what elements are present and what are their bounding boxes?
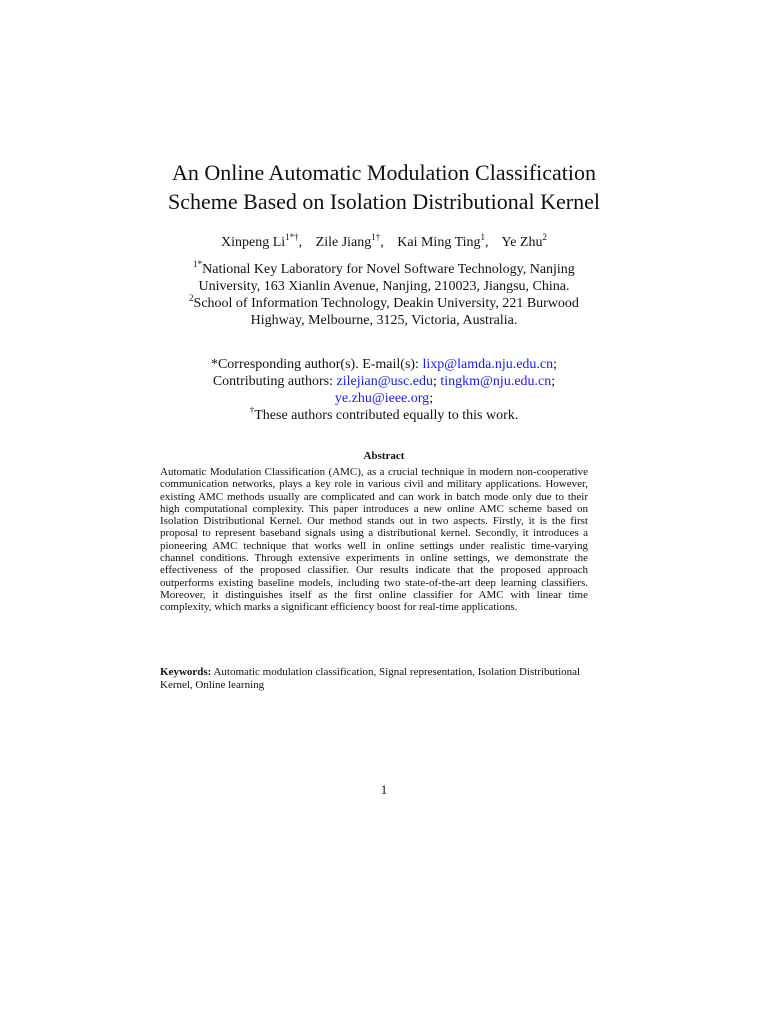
- author-name: Zile Jiang: [315, 235, 372, 250]
- author-list: Xinpeng $Li^{1*\dagger}$, Zile Jiang$^{1\dagger}$, Kai Ming Ting$^1$, Ye Zhu$^2$: [221, 232, 547, 250]
- equal-contribution-note: [100, 407, 668, 424]
- contributing-label: Contributing authors:: [212, 374, 337, 389]
- punctuation: ;: [553, 357, 558, 372]
- keywords: [160, 666, 590, 692]
- contributing-email-link[interactable]: tingkm@nju.edu.cn: [440, 374, 552, 389]
- affiliation-line: University, 163 Xianlin Avenue, Nanjing, 210023, Jiangsu, China.: [198, 279, 570, 294]
- punctuation: ;: [429, 391, 434, 406]
- paper-title: [0, 158, 768, 216]
- contact-block: [100, 356, 668, 424]
- title-line-1: An Online Automatic Modulation Classification: [171, 160, 597, 185]
- title-line-2: Scheme Based on Isolation Distributional Kernel: [168, 189, 600, 214]
- punctuation: ;: [432, 374, 441, 389]
- affiliation-line: School of Information Technology, Deakin University, 221 Burwood: [193, 296, 579, 311]
- punctuation: ;: [551, 374, 556, 389]
- corresponding-label: *Corresponding author(s). E-mail(s):: [210, 357, 423, 372]
- affiliation-mark: 2: [189, 293, 194, 303]
- affiliation-line: National Key Laboratory for Novel Software Technology, Nanjing: [202, 262, 575, 277]
- author-name: Ye Zhu: [501, 235, 543, 250]
- affiliation-2: [150, 295, 618, 329]
- contributing-authors-line-2: [100, 390, 668, 407]
- author-name: Xinpeng Li: [221, 235, 286, 250]
- author-marks: 1†: [371, 232, 381, 242]
- affiliation-1: [150, 261, 618, 295]
- dagger-mark: †: [249, 405, 255, 415]
- affiliation-mark: 1*: [193, 259, 203, 269]
- affiliation-line: Highway, Melbourne, 3125, Victoria, Australia.: [250, 313, 518, 328]
- keywords-label: Keywords:: [160, 666, 212, 678]
- page-number: 1: [380, 782, 388, 797]
- author-marks: 1: [480, 232, 486, 242]
- abstract-text: Automatic Modulation Classification (AMC), as a crucial technique in modern non-cooperative communication networks, plays a key role in various civil and military applications. However, existing AMC methods usually are complicated and can work in batch mode only due to their high computational complexity. This paper introduces a new online AMC scheme based on Isolation Distributional Kernel. Our method stands out in two aspects. Firstly, it is the first proposal to represent baseband signals using a distributional kernel. Secondly, it introduces a pioneering AMC technique that works well in online settings under realistic time-varying channel conditions. Through extensive experiments in online settings, we demonstrate the effectiveness of the proposed classifier. Our results indicate that the proposed approach outperforms existing baseline models, including two state-of-the-art deep learning classifiers. Moreover, it distinguishes itself as the first online classifier for AMC with linear time complexity, which marks a significant efficiency boost for real-time applications.: [160, 466, 588, 614]
- corresponding-author-line: [100, 356, 668, 373]
- equal-contribution-text: These authors contributed equally to this work.: [254, 408, 519, 423]
- contributing-email-link[interactable]: ye.zhu@ieee.org: [334, 391, 430, 406]
- author-marks: 2: [542, 232, 547, 242]
- contributing-authors-line: [100, 373, 668, 390]
- keywords-text: Automatic modulation classification, Signal representation, Isolation Distributional Kernel, Online learning: [160, 666, 581, 691]
- abstract-heading: Abstract: [363, 450, 405, 462]
- corresponding-email-link[interactable]: lixp@lamda.nju.edu.cn: [422, 357, 554, 372]
- affiliations: [150, 261, 618, 329]
- author-marks: 1*†: [285, 232, 299, 242]
- contributing-email-link[interactable]: zilejian@usc.edu: [336, 374, 433, 389]
- author-name: Kai Ming Ting: [397, 235, 481, 250]
